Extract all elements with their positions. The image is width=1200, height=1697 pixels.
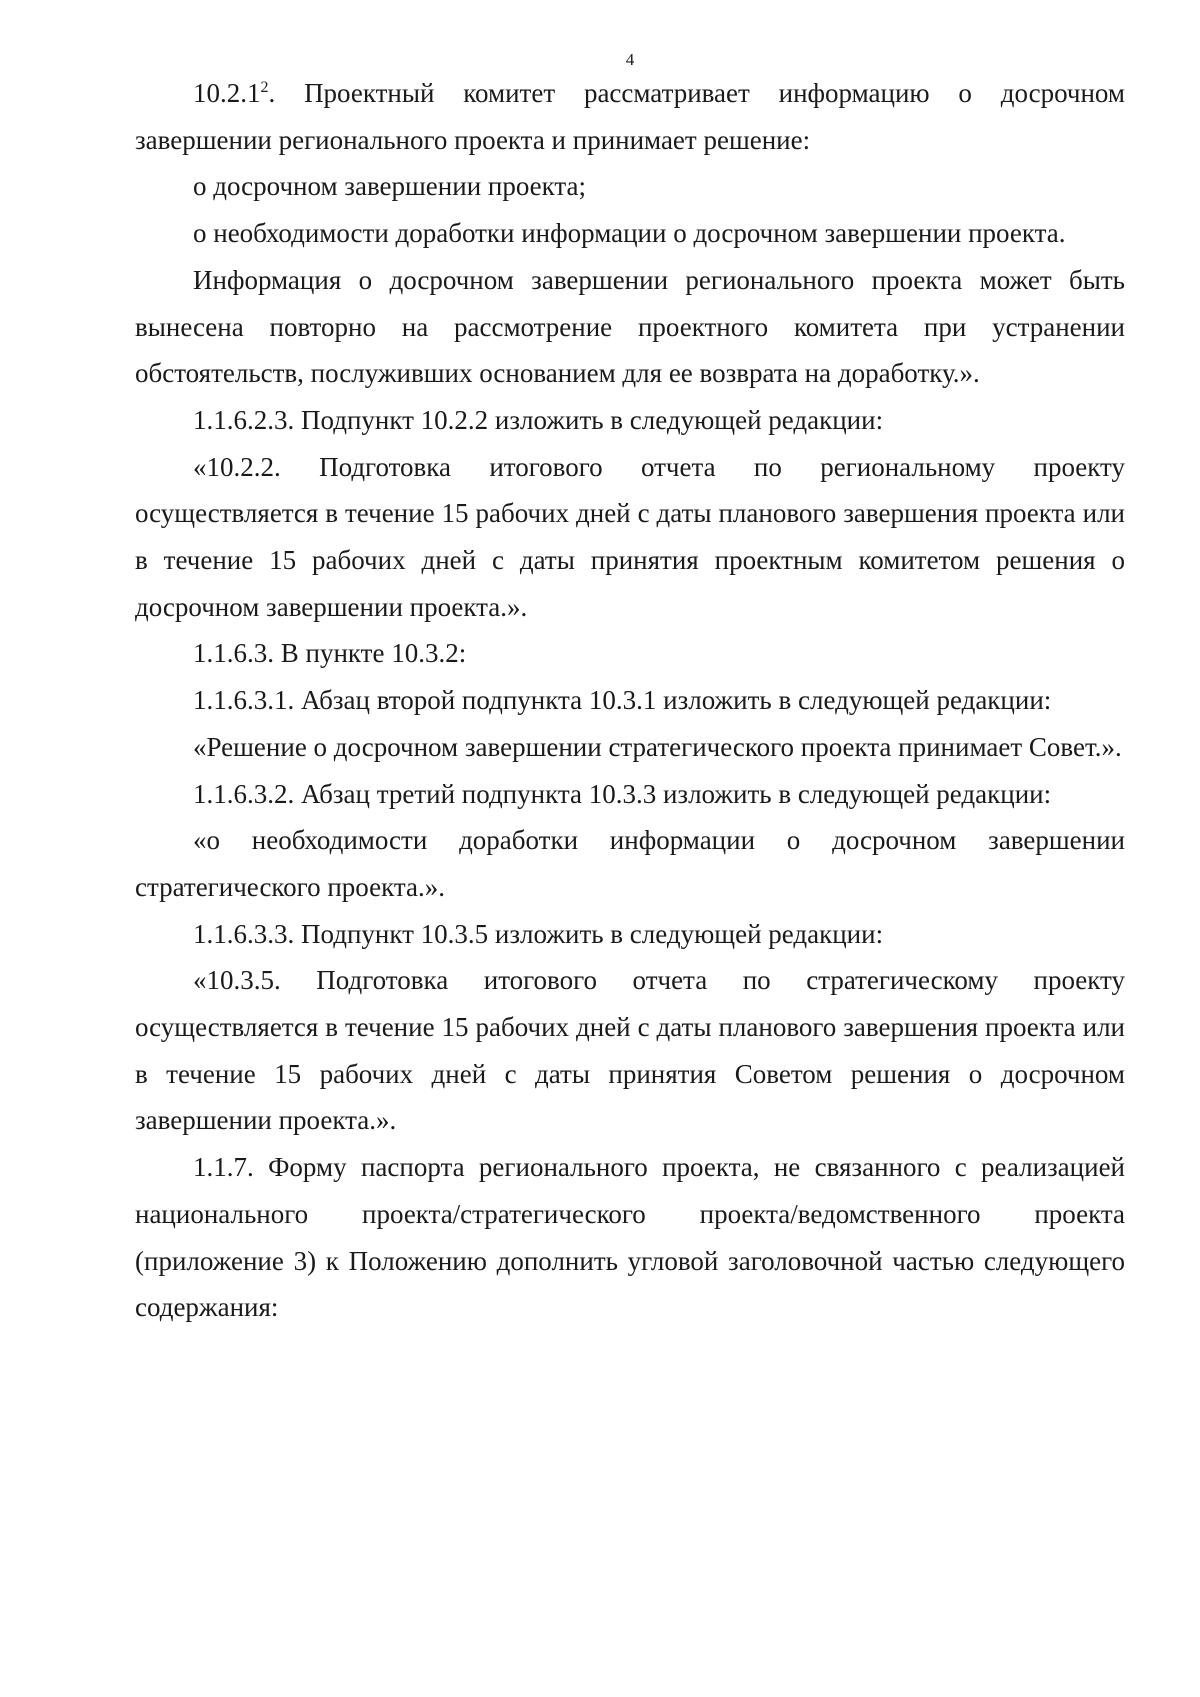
document-body bbox=[135, 70, 1125, 1331]
page-number: 4 bbox=[625, 50, 635, 69]
paragraph-1-1-6-3-2: 1.1.6.3.2. Абзац третий подпункта 10.3.3 изложить в следующей редакции: bbox=[193, 778, 1052, 809]
paragraph-strategic-revision: «о необходимости доработки информации о досрочном завершении стратегического проекта.». bbox=[135, 825, 1125, 902]
paragraph-10-2-1-2 bbox=[135, 70, 1125, 163]
paragraph-need-revision: о необходимости доработки информации о досрочном завершении проекта. bbox=[193, 218, 1066, 249]
paragraph-1-1-6-3-1: 1.1.6.3.1. Абзац второй подпункта 10.3.1 изложить в следующей редакции: bbox=[193, 685, 1052, 716]
paragraph-10-2-2: «10.2.2. Подготовка итогового отчета по региональному проекту осуществляется в течение 15 рабочих дней с даты планового завершения проекта или в течение 15 рабочих дней с даты принятия проектным комитетом решения о досрочном завершении проекта.». bbox=[135, 451, 1125, 622]
paragraph-1-1-7: 1.1.7. Форму паспорта регионального проекта, не связанного с реализацией национального проекта/стратегического проекта/ведомственного проекта (приложение 3) к Положению дополнить угловой заголовочной частью следующего содержания: bbox=[135, 1152, 1125, 1323]
paragraph-council-decision: «Решение о досрочном завершении стратегического проекта принимает Совет.». bbox=[193, 731, 1122, 762]
clause-number: 10.2.1 bbox=[193, 78, 261, 108]
paragraph-resubmission: Информация о досрочном завершении регионального проекта может быть вынесена повторно на рассмотрение проектного комитета при устранении обстоятельств, послуживших основанием для ее возврата на доработку.». bbox=[135, 264, 1125, 389]
paragraph-1-1-6-3-3: 1.1.6.3.3. Подпункт 10.3.5 изложить в следующей редакции: bbox=[193, 918, 884, 949]
paragraph-early-completion: о досрочном завершении проекта; bbox=[193, 171, 587, 202]
paragraph-1-1-6-3: 1.1.6.3. В пункте 10.3.2: bbox=[193, 638, 467, 669]
paragraph-10-3-5: «10.3.5. Подготовка итогового отчета по стратегическому проекту осуществляется в течение 15 рабочих дней с даты планового завершения проекта или в течение 15 рабочих дней с даты принятия Советом решения о досрочном завершении проекта.». bbox=[135, 965, 1125, 1136]
superscript: 2 bbox=[260, 79, 269, 96]
paragraph-text: . Проектный комитет рассматривает информацию о досрочном завершении регионального проекта и принимает решение: bbox=[135, 78, 1125, 155]
paragraph-1-1-6-2-3: 1.1.6.2.3. Подпункт 10.2.2 изложить в следующей редакции: bbox=[193, 404, 884, 435]
